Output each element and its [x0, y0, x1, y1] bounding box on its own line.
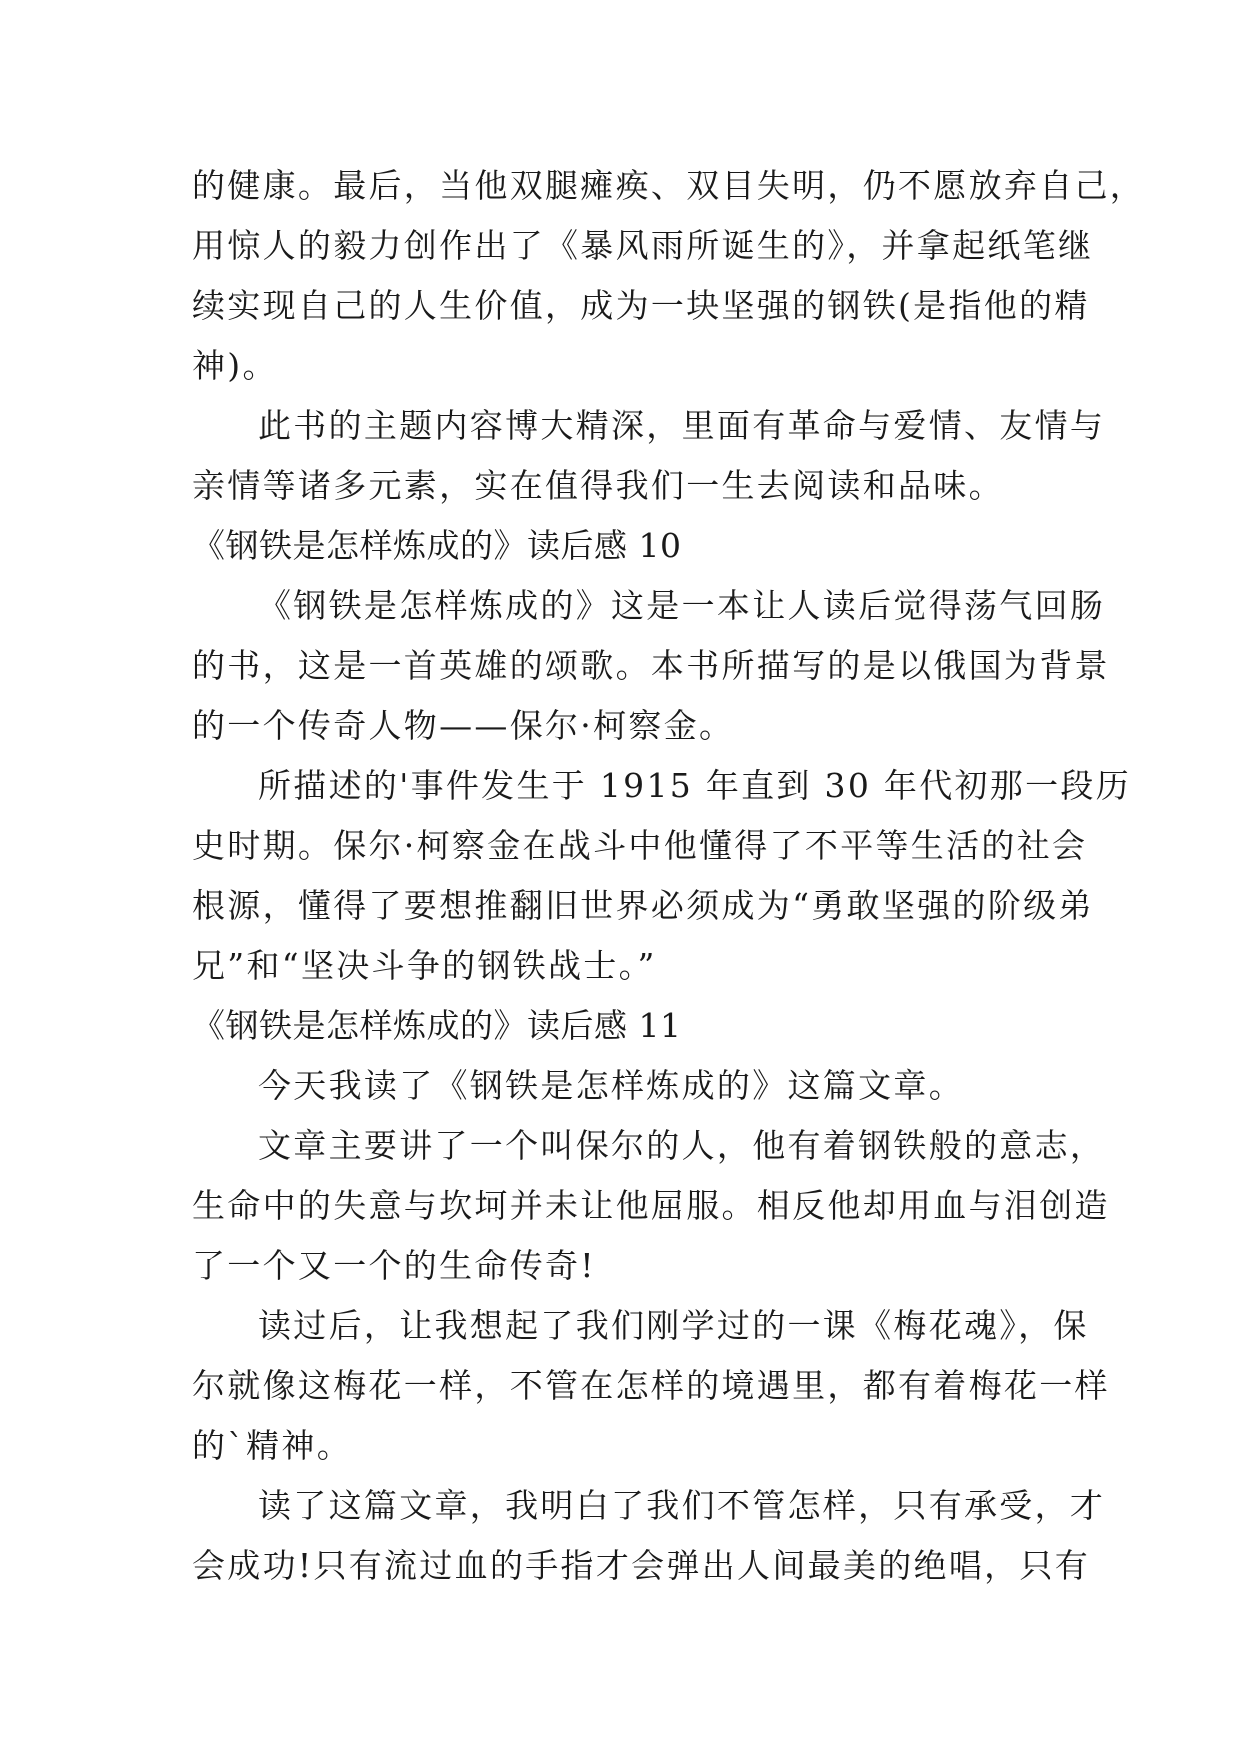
text-line: 根源，懂得了要想推翻旧世界必须成为“勇敢坚强的阶级弟	[192, 886, 1094, 925]
text-line: 的书，这是一首英雄的颂歌。本书所描写的是以俄国为背景	[192, 646, 1110, 685]
text-line: 的健康。最后，当他双腿瘫痪、双目失明，仍不愿放弃自己，	[192, 166, 1146, 205]
text-line: 兄”和“坚决斗争的钢铁战士。”	[192, 946, 657, 985]
text-line: 会成功!只有流过血的手指才会弹出人间最美的绝唱，只有	[192, 1546, 1091, 1585]
section-heading-11: 《钢铁是怎样炼成的》读后感 11	[192, 1006, 682, 1045]
text-line: 亲情等诸多元素，实在值得我们一生去阅读和品味。	[192, 466, 1004, 505]
section-heading-10: 《钢铁是怎样炼成的》读后感 10	[192, 526, 682, 565]
text-line: 续实现自己的人生价值，成为一块坚强的钢铁(是指他的精	[192, 286, 1090, 325]
text-line: 尔就像这梅花一样，不管在怎样的境遇里，都有着梅花一样	[192, 1366, 1110, 1405]
text-line: 史时期。保尔·柯察金在战斗中他懂得了不平等生活的社会	[192, 826, 1088, 865]
paragraph-start-line: 读了这篇文章，我明白了我们不管怎样，只有承受，才	[258, 1486, 1106, 1525]
text-line: 用惊人的毅力创作出了《暴风雨所诞生的》，并拿起纸笔继	[192, 226, 1094, 265]
text-line: 神)。	[192, 346, 278, 385]
paragraph-start-line: 文章主要讲了一个叫保尔的人，他有着钢铁般的意志，	[258, 1126, 1106, 1165]
paragraph-start-line: 《钢铁是怎样炼成的》这是一本让人读后觉得荡气回肠	[258, 586, 1106, 625]
paragraph-start-line: 今天我读了《钢铁是怎样炼成的》这篇文章。	[258, 1066, 964, 1105]
text-line: 的一个传奇人物——保尔·柯察金。	[192, 706, 735, 745]
paragraph-start-line: 所描述的'事件发生于 1915 年直到 30 年代初那一段历	[258, 766, 1132, 805]
paragraph-start-line: 读过后，让我想起了我们刚学过的一课《梅花魂》，保	[258, 1306, 1089, 1345]
text-line: 生命中的失意与坎坷并未让他屈服。相反他却用血与泪创造	[192, 1186, 1110, 1225]
text-line: 的`精神。	[192, 1426, 352, 1465]
text-line: 了一个又一个的生命传奇!	[192, 1246, 596, 1285]
paragraph-start-line: 此书的主题内容博大精深，里面有革命与爱情、友情与	[258, 406, 1106, 445]
